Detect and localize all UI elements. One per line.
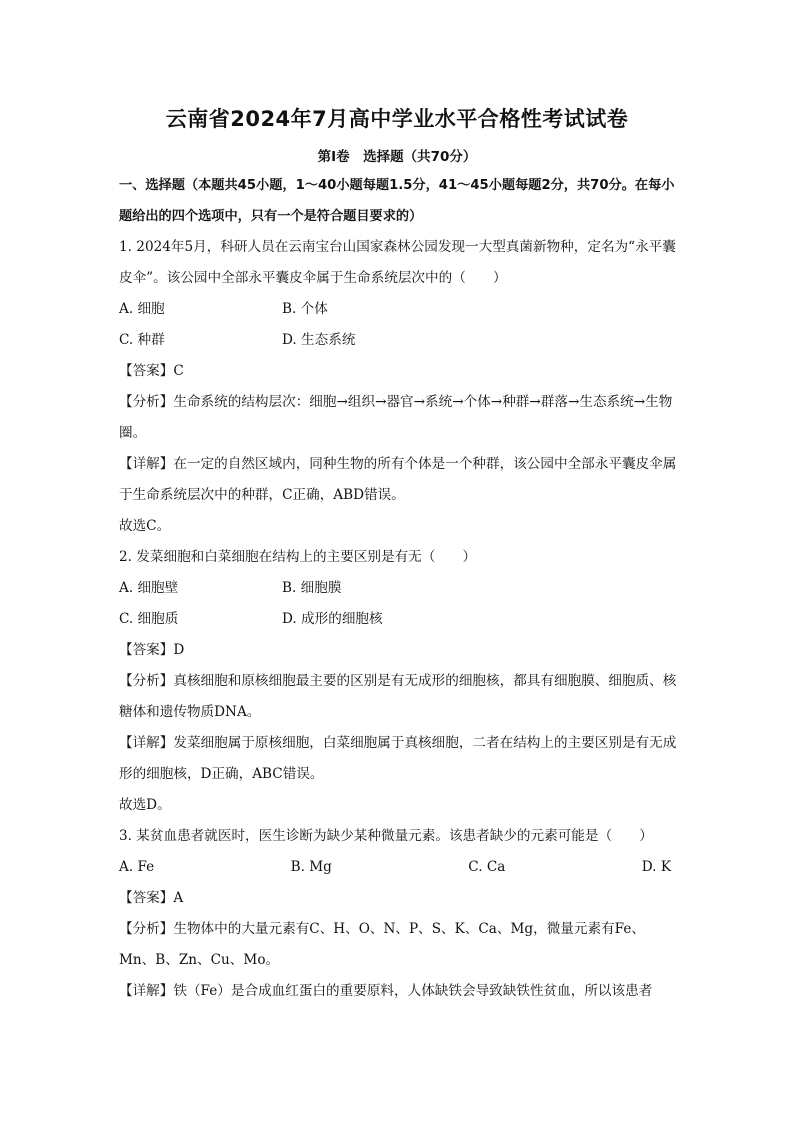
answer-line: [119, 635, 679, 666]
options-row: [119, 852, 679, 883]
analysis-line: [119, 914, 679, 976]
options-row: [119, 294, 679, 325]
option-c: C. Ca: [468, 859, 506, 875]
conclusion-line: 故选C。: [119, 518, 171, 534]
answer-value: D: [173, 642, 185, 658]
option-a: A. Fe: [119, 859, 155, 875]
option-a: A. 细胞壁: [119, 580, 179, 596]
option-d: D. K: [641, 859, 671, 875]
exam-title: 云南省2024年7月高中学业水平合格性考试试卷: [165, 107, 629, 131]
detail-line: [119, 976, 679, 1007]
detail-text: 在一定的自然区域内，同种生物的所有个体是一个种群，该公园中全部永平囊皮伞属于生命系统层次中的种群，C正确，ABD错误。: [119, 456, 677, 503]
analysis-tag: 【分析】: [119, 921, 174, 937]
question-2: [119, 542, 679, 821]
option-b: B. 个体: [282, 301, 328, 317]
detail-tag: 【详解】: [119, 456, 174, 472]
detail-line: [119, 728, 679, 790]
analysis-text: 真核细胞和原核细胞最主要的区别是有无成形的细胞核，都具有细胞膜、细胞质、核糖体和遗传物质DNA。: [119, 673, 677, 720]
answer-line: [119, 356, 679, 387]
answer-tag: 【答案】: [119, 890, 174, 906]
detail-line: [119, 449, 679, 511]
answer-line: [119, 883, 679, 914]
answer-value: C: [173, 363, 184, 379]
analysis-tag: 【分析】: [119, 673, 174, 689]
analysis-line: [119, 387, 679, 449]
detail-text: 铁（Fe）是合成血红蛋白的重要原料，人体缺铁会导致缺铁性贫血，所以该患者: [173, 983, 653, 999]
answer-value: A: [173, 890, 184, 906]
section-instructions: 一、选择题（本题共45小题，1～40小题每题1.5分，41～45小题每题2分，共70分。在每小题给出的四个选项中，只有一个是符合题目要求的）: [119, 178, 675, 224]
option-b: B. 细胞膜: [282, 580, 342, 596]
answer-tag: 【答案】: [119, 363, 174, 379]
option-b: B. Mg: [290, 859, 332, 875]
section-subtitle: 第Ⅰ卷 选择题（共70分）: [317, 149, 477, 165]
analysis-text: 生物体中的大量元素有C、H、O、N、P、S、K、Ca、Mg，微量元素有Fe、Mn、B、Zn、Cu、Mo。: [119, 921, 645, 968]
analysis-text: 生命系统的结构层次：细胞→组织→器官→系统→个体→种群→群落→生态系统→生物圈。: [119, 394, 673, 441]
option-d: D. 成形的细胞核: [282, 611, 383, 627]
analysis-tag: 【分析】: [119, 394, 174, 410]
detail-tag: 【详解】: [119, 735, 174, 751]
detail-text: 发菜细胞属于原核细胞，白菜细胞属于真核细胞，二者在结构上的主要区别是有无成形的细胞核，D正确，ABC错误。: [119, 735, 677, 782]
detail-tag: 【详解】: [119, 983, 174, 999]
options-row: [119, 573, 679, 604]
question-stem: 3. 某贫血患者就医时，医生诊断为缺少某种微量元素。该患者缺少的元素可能是（ ）: [119, 828, 653, 844]
option-c: C. 种群: [119, 332, 165, 348]
answer-tag: 【答案】: [119, 642, 174, 658]
option-a: A. 细胞: [119, 301, 165, 317]
options-row: [119, 325, 679, 356]
option-d: D. 生态系统: [282, 332, 356, 348]
options-row: [119, 604, 679, 635]
conclusion-line: 故选D。: [119, 797, 171, 813]
question-3: [119, 821, 679, 1007]
question-stem: 1. 2024年5月，科研人员在云南宝台山国家森林公园发现一大型真菌新物种，定名为“永平囊皮伞”。该公园中全部永平囊皮伞属于生命系统层次中的（ ）: [119, 239, 676, 286]
exam-content: [119, 170, 679, 1007]
analysis-line: [119, 666, 679, 728]
question-1: [119, 232, 679, 542]
option-c: C. 细胞质: [119, 611, 179, 627]
question-stem: 2. 发菜细胞和白菜细胞在结构上的主要区别是有无（ ）: [119, 549, 477, 565]
